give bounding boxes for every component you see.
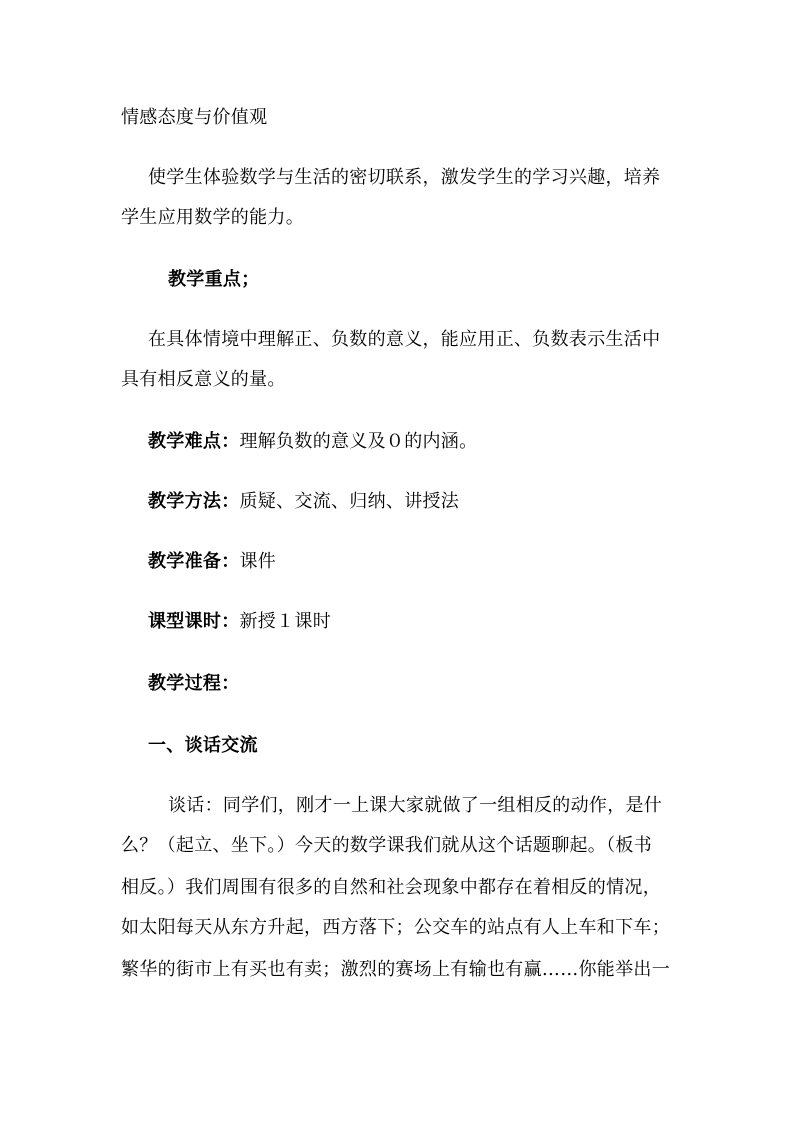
method-row (148, 490, 459, 514)
method-text: 质疑、交流、归纳、讲授法 (239, 491, 460, 512)
lesson-type-label: 课型课时： (148, 611, 240, 632)
talk-line-3: 相反。）我们周围有很多的自然和社会现象中都存在着相反的情况， (121, 877, 661, 898)
lesson-type-text: 新授１课时 (239, 611, 331, 632)
talk-line-2: 么？（起立、坐下。）今天的数学课我们就从这个话题聊起。（板书 (121, 835, 652, 856)
talk-line-4: 如太阳每天从东方升起，西方落下；公交车的站点有人上车和下车； (121, 917, 670, 938)
method-label: 教学方法： (148, 491, 240, 512)
prep-row (148, 550, 276, 574)
prep-text: 课件 (239, 551, 277, 572)
difficulty-text: 理解负数的意义及０的内涵。 (239, 431, 478, 452)
talk-line-1: 谈话：同学们，刚才一上课大家就做了一组相反的动作，是什 (168, 795, 663, 816)
emotion-paragraph-line-2: 学生应用数学的能力。 (121, 207, 304, 228)
key-point-line-1: 在具体情境中理解正、负数的意义，能应用正、负数表示生活中 (148, 329, 661, 350)
process-label: 教学过程： (148, 673, 240, 694)
key-point-line-2: 具有相反意义的量。 (121, 369, 286, 390)
key-point-label: 教学重点； (168, 269, 260, 290)
difficulty-row (148, 430, 477, 454)
difficulty-label: 教学难点： (148, 431, 240, 452)
section-emotion-title: 情感态度与价值观 (121, 107, 268, 128)
talk-line-5: 繁华的街市上有买也有卖；激烈的赛场上有输也有赢……你能举出一 (121, 959, 670, 980)
emotion-paragraph-line-1: 使学生体验数学与生活的密切联系，激发学生的学习兴趣，培养 (148, 167, 661, 188)
prep-label: 教学准备： (148, 551, 240, 572)
step-one-title: 一、谈话交流 (148, 735, 258, 756)
lesson-type-row (148, 610, 331, 634)
